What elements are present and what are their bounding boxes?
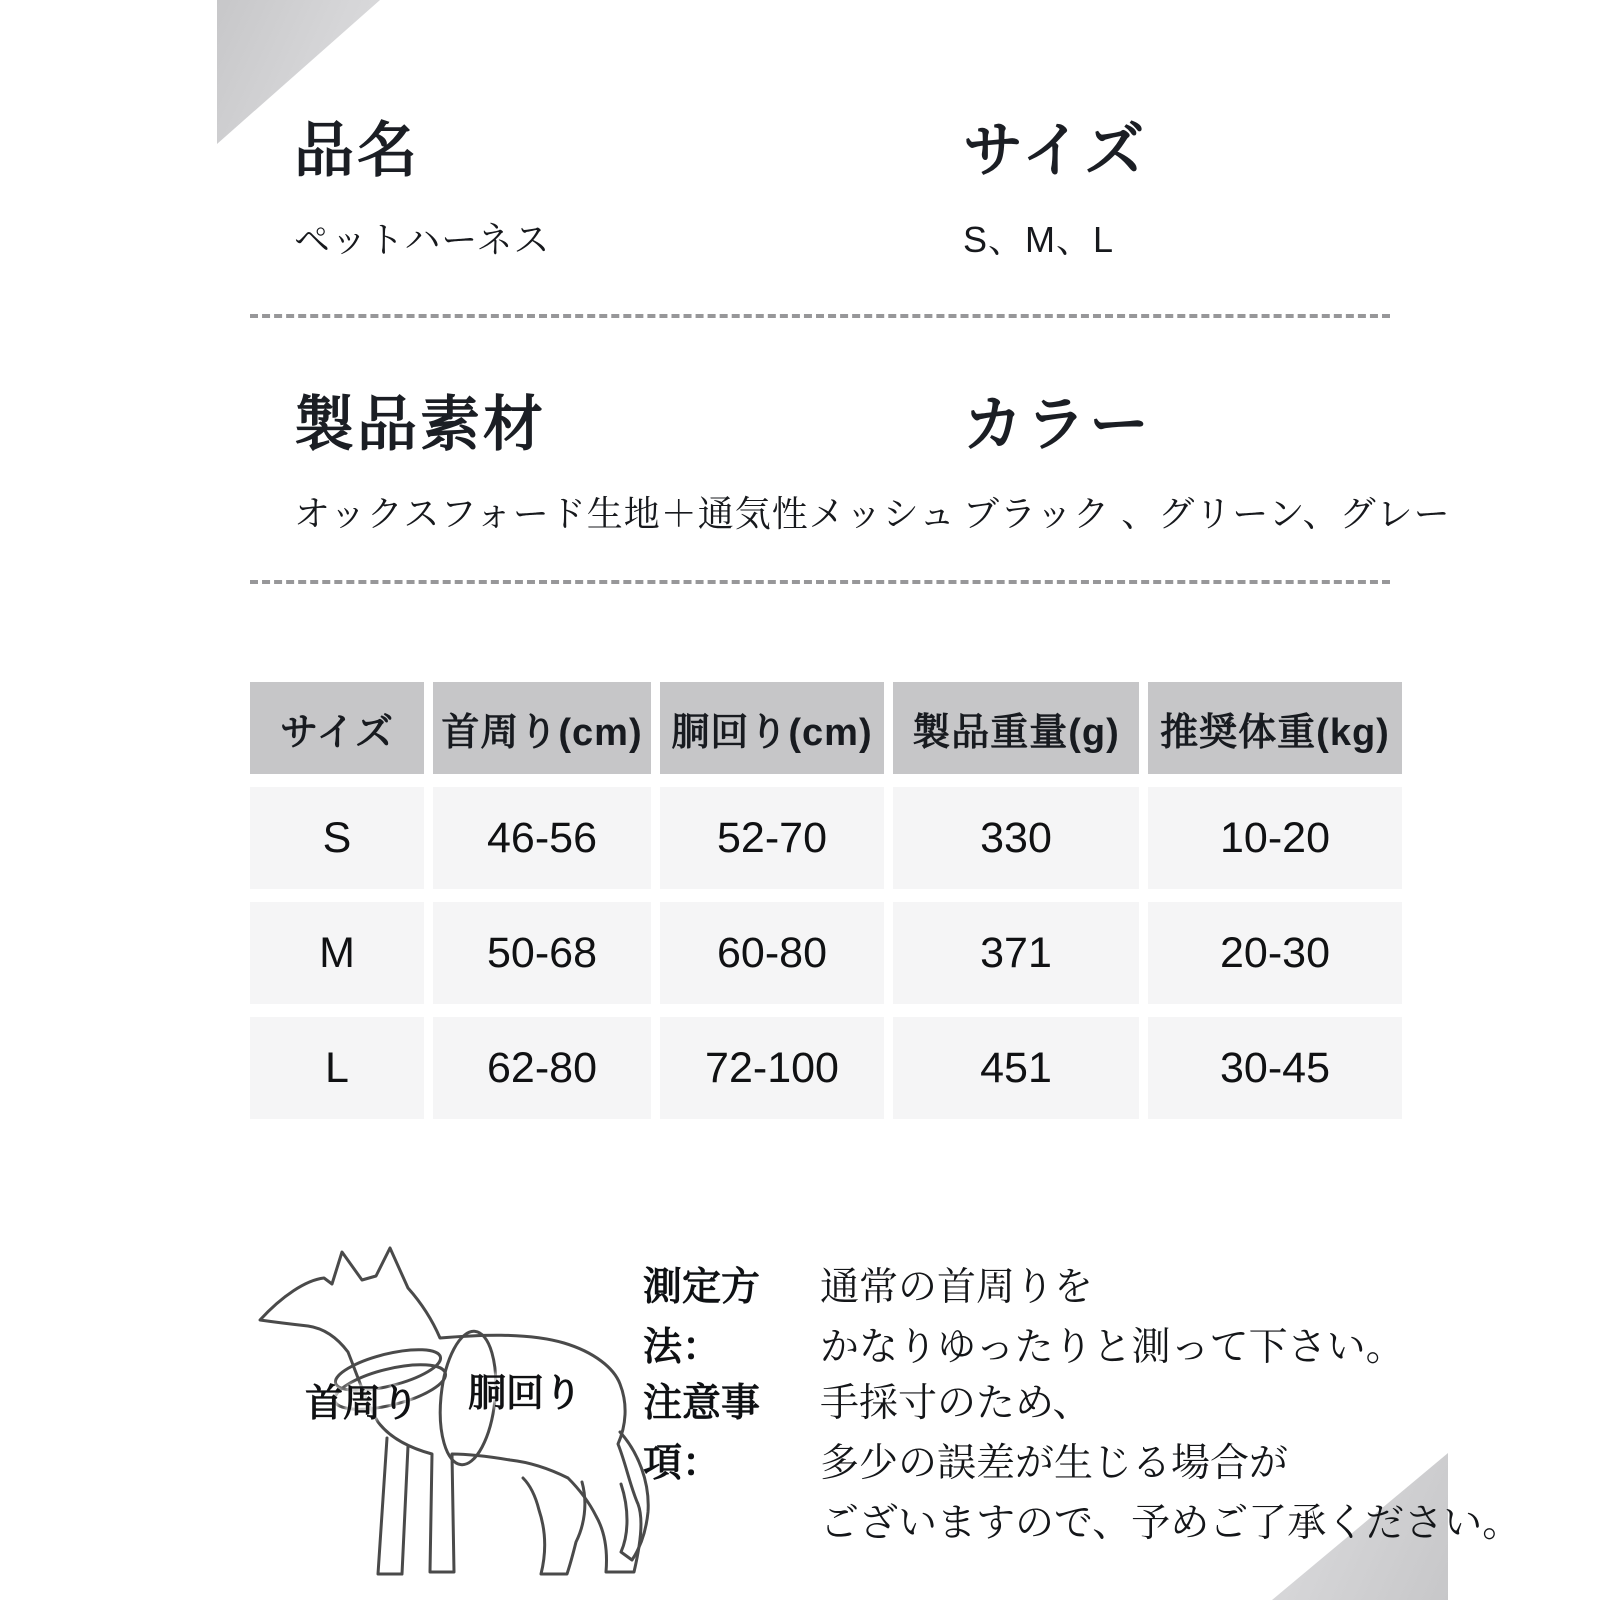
material-value: オックスフォード生地＋通気性メッシュ xyxy=(294,493,957,534)
cell-girth-s: 52-70 xyxy=(660,787,884,889)
cell-size-l: L xyxy=(250,1017,424,1119)
note-measure-method xyxy=(643,1258,1405,1378)
cell-weight-s: 330 xyxy=(893,787,1139,889)
measure-method-line1: 通常の首周りを xyxy=(820,1266,1094,1309)
neck-measure-label: 首周り xyxy=(305,1383,420,1425)
size-value: S、M、L xyxy=(963,219,1115,260)
caution-text xyxy=(820,1374,1521,1554)
cell-neck-l: 62-80 xyxy=(433,1017,651,1119)
dashed-divider-bottom xyxy=(250,580,1390,584)
cell-neck-s: 46-56 xyxy=(433,787,651,889)
cell-size-s: S xyxy=(250,787,424,889)
color-heading: カラー xyxy=(963,391,1152,458)
cell-neck-m: 50-68 xyxy=(433,902,651,1004)
column-header-recommended-weight: 推奨体重(kg) xyxy=(1148,682,1402,774)
cell-girth-m: 60-80 xyxy=(660,902,884,1004)
measure-method-line2: かなりゆったりと測って下さい。 xyxy=(820,1326,1405,1369)
column-header-girth: 胴回り(cm) xyxy=(660,682,884,774)
section-color xyxy=(963,392,1451,536)
dog-outline-diagram xyxy=(230,1240,680,1600)
caution-line1: 手採寸のため、 xyxy=(820,1382,1092,1425)
section-material xyxy=(294,392,956,536)
girth-measure-label: 胴回り xyxy=(468,1373,583,1415)
material-heading: 製品素材 xyxy=(294,391,546,458)
product-name-value: ペットハーネス xyxy=(294,219,551,260)
dashed-divider-top xyxy=(250,314,1390,318)
dog-line-drawing-icon xyxy=(230,1240,680,1600)
column-header-neck: 首周り(cm) xyxy=(433,682,651,774)
size-heading: サイズ xyxy=(963,117,1148,184)
section-size xyxy=(963,118,1147,262)
column-header-weight: 製品重量(g) xyxy=(893,682,1139,774)
cell-recweight-s: 10-20 xyxy=(1148,787,1402,889)
cell-recweight-m: 20-30 xyxy=(1148,902,1402,1004)
caution-line2: 多少の誤差が生じる場合が xyxy=(820,1442,1289,1485)
color-value: ブラック 、グリーン、グレー xyxy=(963,493,1451,534)
product-name-heading: 品名 xyxy=(294,117,420,184)
cell-size-m: M xyxy=(250,902,424,1004)
caution-line3: ございますので、予めご了承ください。 xyxy=(820,1502,1522,1545)
column-header-size: サイズ xyxy=(250,682,424,774)
cell-recweight-l: 30-45 xyxy=(1148,1017,1402,1119)
measure-method-label: 測定方法： xyxy=(643,1266,761,1369)
cell-weight-m: 371 xyxy=(893,902,1139,1004)
measure-method-text xyxy=(820,1258,1405,1378)
cell-girth-l: 72-100 xyxy=(660,1017,884,1119)
section-product-name xyxy=(294,118,550,262)
note-caution xyxy=(643,1374,1521,1554)
size-chart-table xyxy=(250,682,1402,1119)
caution-label: 注意事項： xyxy=(643,1382,761,1485)
cell-weight-l: 451 xyxy=(893,1017,1139,1119)
